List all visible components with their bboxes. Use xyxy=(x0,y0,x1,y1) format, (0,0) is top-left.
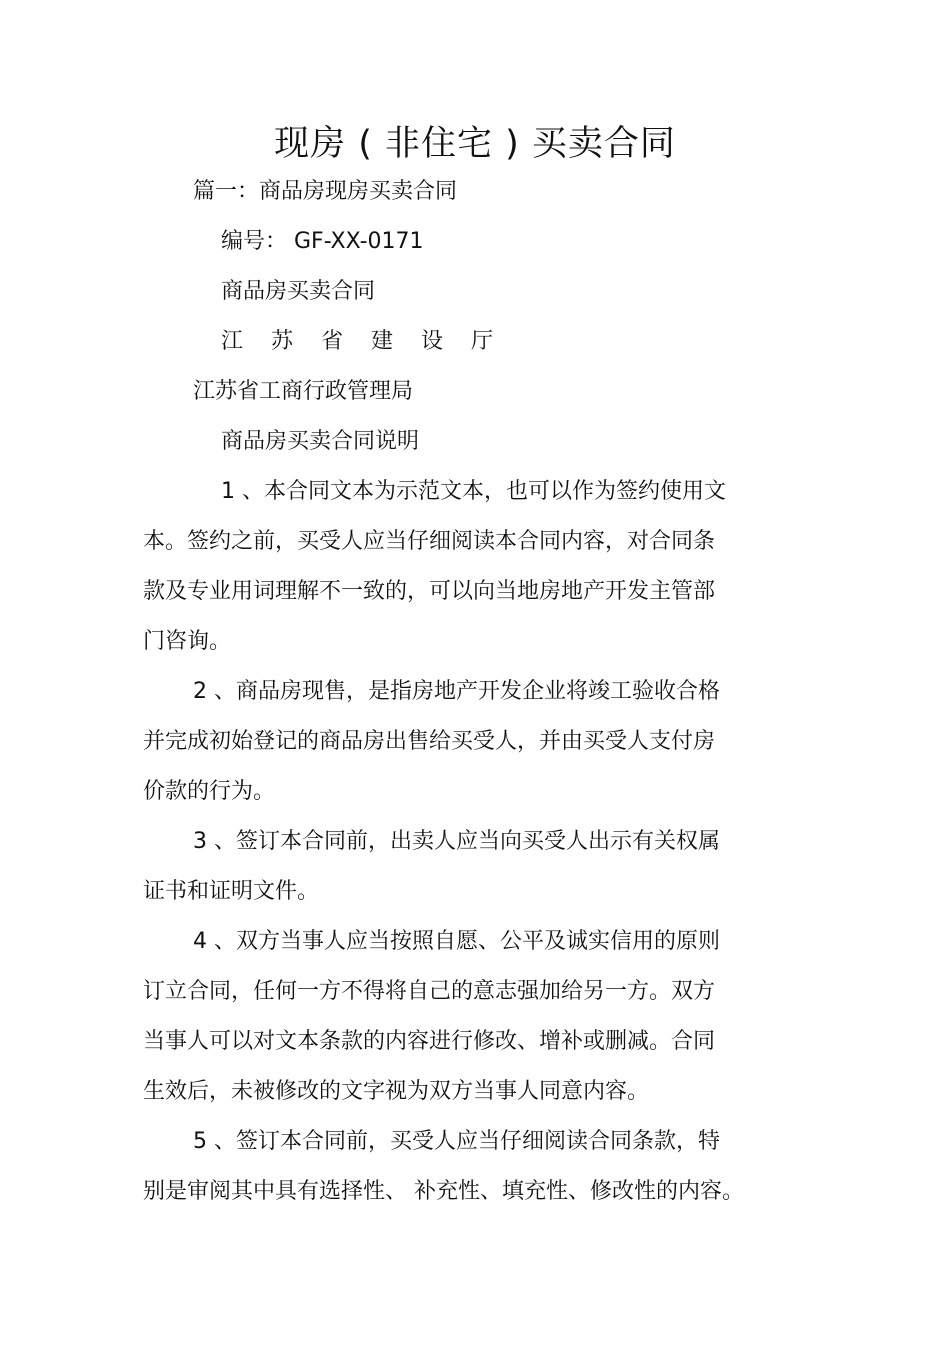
paragraph-line: 本。签约之前，买受人应当仔细阅读本合同内容，对合同条 xyxy=(143,529,716,554)
paragraph-line: 当事人可以对文本条款的内容进行修改、增补或删减。合同 xyxy=(143,1029,716,1054)
paragraph-line: 订立合同，任何一方不得将自己的意志强加给另一方。双方 xyxy=(143,979,716,1004)
paragraph-line: 价款的行为。 xyxy=(143,779,276,804)
paragraph-line: 别是审阅其中具有选择性、 补充性、填充性、修改性的内容。 xyxy=(143,1179,744,1204)
paragraph-line: 门咨询。 xyxy=(143,629,232,654)
issuer-1: 江苏省建设厅 xyxy=(221,329,522,354)
paragraph-line: 3 、签订本合同前，出卖人应当向买受人出示有关权属 xyxy=(193,829,720,854)
section-heading: 篇一：商品房现房买卖合同 xyxy=(193,179,458,204)
paragraph-line: 2 、商品房现售，是指房地产开发企业将竣工验收合格 xyxy=(193,679,720,704)
paragraph-line: 生效后，未被修改的文字视为双方当事人同意内容。 xyxy=(143,1079,650,1104)
paragraph-line: 证书和证明文件。 xyxy=(143,879,320,904)
paragraph-line: 款及专业用词理解不一致的，可以向当地房地产开发主管部 xyxy=(143,579,716,604)
contract-number: 编号： GF-XX-0171 xyxy=(221,229,424,254)
explanation-heading: 商品房买卖合同说明 xyxy=(221,429,420,454)
contract-name: 商品房买卖合同 xyxy=(221,279,376,304)
paragraph-line: 4 、双方当事人应当按照自愿、公平及诚实信用的原则 xyxy=(193,929,720,954)
issuer-2: 江苏省工商行政管理局 xyxy=(193,379,414,404)
paragraph-line: 1 、本合同文本为示范文本，也可以作为签约使用文 xyxy=(221,479,726,504)
paragraph-line: 并完成初始登记的商品房出售给买受人，并由买受人支付房 xyxy=(143,729,716,754)
document-title: 现房 ( 非住宅 ) 买卖合同 xyxy=(274,124,676,164)
paragraph-line: 5 、签订本合同前，买受人应当仔细阅读合同条款，特 xyxy=(193,1129,720,1154)
